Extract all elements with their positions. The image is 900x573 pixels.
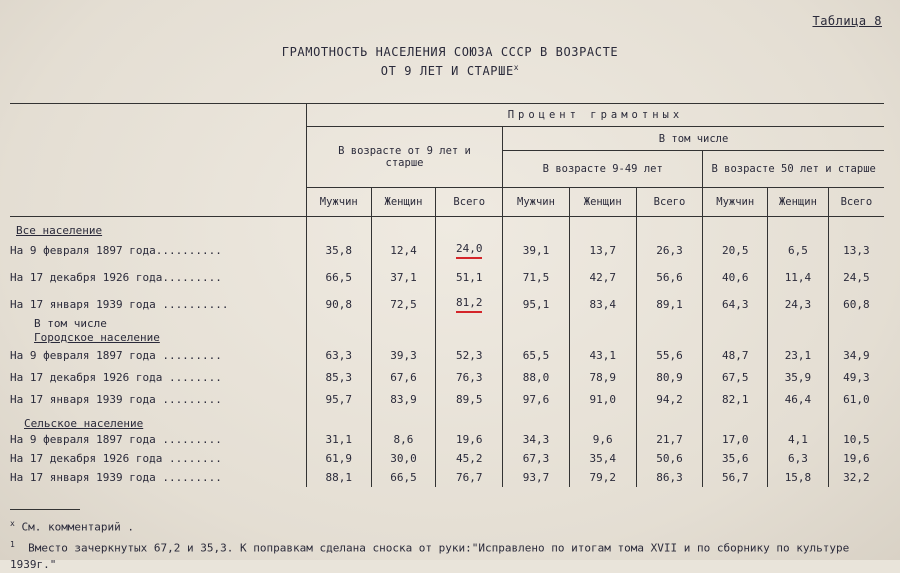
section-label: Сельское население [24, 417, 144, 430]
cell-text: 72,5 [390, 298, 417, 311]
cell-text: 61,0 [843, 392, 870, 406]
cell-value [703, 388, 768, 410]
cell-value [636, 291, 703, 318]
cell-text: 88,0 [522, 370, 550, 384]
cell-text: 45,2 [455, 452, 483, 465]
cell-text: 76,3 [455, 370, 483, 384]
spacer-cell [569, 217, 636, 238]
cell-value [436, 388, 503, 410]
cell-value [703, 366, 768, 388]
cell-value [436, 366, 503, 388]
cell-text: 79,2 [589, 471, 616, 484]
cell-text: 37,1 [390, 271, 417, 284]
cell-text: 89,5 [455, 392, 483, 406]
col-men-3: Мужчин [703, 188, 768, 217]
cell-text: 13,3 [843, 244, 870, 257]
cell-text: 91,0 [589, 392, 616, 406]
cell-text: 46,4 [784, 392, 812, 406]
cell-text: 52,3 [455, 348, 483, 362]
spacer-cell [306, 330, 371, 344]
cell-text: 30,0 [390, 452, 417, 465]
cell-value [503, 449, 570, 468]
table-row [10, 344, 884, 366]
table-number: Таблица 8 [812, 14, 882, 28]
cell-text: 35,9 [784, 370, 812, 384]
cell-value [371, 430, 436, 449]
spacer-cell [306, 318, 371, 330]
col-women-1: Женщин [371, 188, 436, 217]
cell-value [636, 468, 703, 487]
header-incl: В том числе [503, 127, 884, 151]
cell-text: 9,6 [592, 433, 613, 446]
section-header-row [10, 330, 884, 344]
spacer-cell [768, 318, 829, 330]
cell-text: 6,3 [788, 452, 808, 465]
cell-value [436, 449, 503, 468]
cell-value [569, 344, 636, 366]
spacer-cell [503, 410, 570, 430]
cell-text-highlighted: 81,2 [456, 296, 483, 313]
section-label: Городское население [34, 331, 160, 344]
cell-text: 31,1 [325, 433, 352, 446]
table-title [0, 44, 900, 79]
cell-text: 86,3 [656, 471, 683, 484]
cell-value [569, 366, 636, 388]
footnote-x: $^x$ См. комментарий . [10, 519, 135, 534]
cell-text: 76,7 [455, 471, 483, 484]
cell-text: 21,7 [656, 433, 683, 446]
cell-text: 35,6 [721, 452, 749, 465]
cell-text: 4,1 [788, 433, 808, 446]
spacer-cell [828, 330, 884, 344]
cell-text: 71,5 [522, 271, 550, 284]
cell-text: 26,3 [656, 244, 683, 257]
cell-text: 56,6 [656, 271, 683, 284]
spacer-cell [569, 330, 636, 344]
cell-value [306, 237, 371, 264]
cell-value [371, 388, 436, 410]
spacer-cell [828, 318, 884, 330]
header-blank [10, 104, 306, 217]
cell-text: 51,1 [455, 271, 483, 284]
cell-text: 39,1 [522, 244, 550, 257]
cell-text: 49,3 [843, 370, 870, 384]
cell-text: 24,3 [784, 298, 812, 311]
cell-value [636, 449, 703, 468]
footnotes [10, 515, 900, 573]
col-women-2: Женщин [569, 188, 636, 217]
cell-value [703, 291, 768, 318]
cell-text: 11,4 [784, 271, 812, 284]
cell-text: 67,5 [721, 370, 749, 384]
row-label: На 17 января 1939 года ......... [10, 471, 222, 484]
cell-value [569, 449, 636, 468]
col-total-1: Всего [436, 188, 503, 217]
spacer-cell [436, 410, 503, 430]
cell-text: 55,6 [656, 348, 683, 362]
cell-value [636, 264, 703, 291]
spacer-cell [503, 318, 570, 330]
cell-text: 66,5 [325, 271, 352, 284]
cell-value [828, 237, 884, 264]
section-label: Все население [16, 224, 103, 237]
cell-text: 17,0 [721, 433, 749, 446]
cell-text: 42,7 [589, 271, 616, 284]
cell-text: 48,7 [721, 348, 749, 362]
cell-text: 83,9 [390, 392, 417, 406]
spacer-cell [371, 318, 436, 330]
section-header-row [10, 217, 884, 238]
spacer-cell [436, 330, 503, 344]
section-pre-label: В том числе [34, 317, 107, 330]
spacer-cell [306, 410, 371, 430]
cell-text: 83,4 [589, 298, 616, 311]
cell-value [436, 344, 503, 366]
cell-value [636, 366, 703, 388]
title-line-1: ГРАМОТНОСТЬ НАСЕЛЕНИЯ СОЮЗА СССР В ВОЗРАСТЕ [281, 45, 619, 59]
row-label: На 9 февраля 1897 года ......... [10, 348, 222, 362]
section-label-cell [10, 217, 306, 238]
section-label-cell [10, 410, 306, 430]
header-percent-literate: Процент грамотных [306, 104, 884, 127]
cell-value [306, 449, 371, 468]
col-women-3: Женщин [768, 188, 829, 217]
table-row [10, 291, 884, 318]
section-label-cell [10, 330, 306, 344]
cell-text: 67,6 [390, 370, 417, 384]
cell-value [703, 430, 768, 449]
cell-value [436, 430, 503, 449]
cell-text: 43,1 [589, 348, 616, 362]
cell-text: 32,2 [843, 471, 870, 484]
cell-text: 39,3 [390, 348, 417, 362]
cell-value [828, 291, 884, 318]
cell-value [371, 468, 436, 487]
cell-value [569, 430, 636, 449]
col-total-2: Всего [636, 188, 703, 217]
row-label: На 17 января 1939 года ......... [10, 392, 222, 406]
spacer-cell [636, 318, 703, 330]
cell-text: 60,8 [843, 298, 870, 311]
cell-value [371, 344, 436, 366]
spacer-cell [828, 217, 884, 238]
cell-text: 85,3 [325, 370, 352, 384]
cell-text: 64,3 [721, 298, 749, 311]
cell-value [569, 264, 636, 291]
cell-value [371, 449, 436, 468]
cell-value [503, 430, 570, 449]
spacer-cell [503, 217, 570, 238]
row-label: На 9 февраля 1897 года.......... [10, 244, 222, 257]
literacy-table [10, 103, 884, 487]
section-pre-row [10, 318, 884, 330]
spacer-cell [636, 410, 703, 430]
footnote-rule [10, 509, 80, 510]
spacer-cell [371, 217, 436, 238]
spacer-cell [569, 410, 636, 430]
cell-value [436, 468, 503, 487]
table-row [10, 430, 884, 449]
cell-value [371, 237, 436, 264]
cell-text: 80,9 [656, 370, 683, 384]
cell-text: 6,5 [788, 244, 808, 257]
cell-text: 90,8 [325, 298, 352, 311]
cell-value [636, 237, 703, 264]
cell-text: 56,7 [721, 471, 749, 484]
cell-value [828, 366, 884, 388]
cell-text: 34,3 [522, 433, 550, 446]
cell-value [768, 449, 829, 468]
cell-text: 13,7 [589, 244, 616, 257]
spacer-cell [703, 318, 768, 330]
cell-value [306, 344, 371, 366]
spacer-cell [768, 410, 829, 430]
cell-value [503, 468, 570, 487]
cell-text: 97,6 [522, 392, 550, 406]
spacer-cell [503, 330, 570, 344]
cell-value [306, 430, 371, 449]
cell-text: 15,8 [784, 471, 812, 484]
cell-text: 35,8 [325, 244, 352, 257]
spacer-cell [703, 330, 768, 344]
cell-value [436, 291, 503, 318]
cell-text: 34,9 [843, 348, 870, 362]
cell-text: 19,6 [455, 433, 483, 446]
cell-value [371, 264, 436, 291]
table-row [10, 237, 884, 264]
cell-text: 67,3 [522, 452, 550, 465]
cell-value [306, 291, 371, 318]
header-age-9-49: В возрасте 9-49 лет [503, 151, 703, 188]
cell-text-highlighted: 24,0 [456, 242, 483, 259]
cell-value [436, 264, 503, 291]
cell-value [768, 264, 829, 291]
cell-value [636, 344, 703, 366]
cell-value [703, 449, 768, 468]
cell-value [828, 264, 884, 291]
cell-value [828, 430, 884, 449]
cell-value [569, 237, 636, 264]
cell-value [371, 366, 436, 388]
cell-value [828, 388, 884, 410]
cell-value [569, 291, 636, 318]
row-label: На 17 декабря 1926 года ........ [10, 370, 222, 384]
title-line-2: ОТ 9 ЛЕТ И СТАРШЕ$^x$ [380, 63, 520, 78]
table-row [10, 449, 884, 468]
cell-value [306, 388, 371, 410]
cell-text: 65,5 [522, 348, 550, 362]
cell-value [703, 264, 768, 291]
spacer-cell [371, 330, 436, 344]
spacer-cell [436, 217, 503, 238]
cell-value [636, 388, 703, 410]
cell-value [768, 344, 829, 366]
spacer-cell [436, 318, 503, 330]
footnote-mark-x: x [513, 63, 520, 72]
table-row [10, 468, 884, 487]
cell-value [768, 291, 829, 318]
cell-value [503, 237, 570, 264]
cell-value [306, 468, 371, 487]
cell-text: 89,1 [656, 298, 683, 311]
cell-text: 88,1 [325, 471, 352, 484]
cell-value [503, 388, 570, 410]
footnote-1: $^1$ Вместо зачеркнутых 67,2 и 35,3. К поправкам сделана сноска от руки:"Исправлено по итогам тома XVII и по сборнику по культуре 1939г." [10, 539, 850, 572]
cell-text: 8,6 [393, 433, 414, 446]
col-total-3: Всего [828, 188, 884, 217]
cell-value [768, 237, 829, 264]
cell-value [503, 366, 570, 388]
spacer-cell [636, 330, 703, 344]
cell-value [306, 366, 371, 388]
cell-text: 23,1 [784, 348, 812, 362]
cell-text: 93,7 [522, 471, 550, 484]
cell-value [636, 430, 703, 449]
spacer-cell [828, 410, 884, 430]
cell-value [768, 430, 829, 449]
cell-text: 35,4 [589, 452, 616, 465]
cell-text: 40,6 [721, 271, 749, 284]
cell-text: 95,1 [522, 298, 550, 311]
cell-text: 94,2 [656, 392, 683, 406]
table-row [10, 388, 884, 410]
row-label: На 17 декабря 1926 года ........ [10, 452, 222, 465]
cell-value [703, 344, 768, 366]
cell-text: 78,9 [589, 370, 616, 384]
spacer-cell [768, 217, 829, 238]
cell-text: 63,3 [325, 348, 352, 362]
cell-text: 66,5 [390, 471, 417, 484]
cell-text: 95,7 [325, 392, 352, 406]
cell-value [569, 468, 636, 487]
cell-value [768, 468, 829, 487]
spacer-cell [306, 217, 371, 238]
cell-text: 19,6 [843, 452, 870, 465]
spacer-cell [569, 318, 636, 330]
table-row [10, 264, 884, 291]
cell-value [503, 291, 570, 318]
section-header-row [10, 410, 884, 430]
spacer-cell [768, 330, 829, 344]
header-age-9-plus: В возрасте от 9 лет и старше [306, 127, 502, 188]
cell-text: 20,5 [721, 244, 749, 257]
row-label: На 17 декабря 1926 года......... [10, 271, 222, 284]
col-men-1: Мужчин [306, 188, 371, 217]
table-row [10, 366, 884, 388]
spacer-cell [371, 410, 436, 430]
cell-value [828, 468, 884, 487]
row-label: На 17 января 1939 года .......... [10, 298, 229, 311]
cell-text: 61,9 [325, 452, 352, 465]
cell-text: 10,5 [843, 433, 870, 446]
cell-value [503, 344, 570, 366]
cell-value [703, 237, 768, 264]
row-label: На 9 февраля 1897 года ......... [10, 433, 222, 446]
cell-text: 12,4 [390, 244, 417, 257]
spacer-cell [636, 217, 703, 238]
cell-value [828, 449, 884, 468]
cell-text: 24,5 [843, 271, 870, 284]
col-men-2: Мужчин [503, 188, 570, 217]
spacer-cell [703, 410, 768, 430]
cell-value [703, 468, 768, 487]
cell-value [371, 291, 436, 318]
cell-text: 50,6 [656, 452, 683, 465]
cell-value [306, 264, 371, 291]
cell-value [768, 388, 829, 410]
cell-value [569, 388, 636, 410]
cell-value [768, 366, 829, 388]
cell-value [436, 237, 503, 264]
cell-value [828, 344, 884, 366]
cell-text: 82,1 [721, 392, 749, 406]
header-age-50-plus: В возрасте 50 лет и старше [703, 151, 884, 188]
cell-value [503, 264, 570, 291]
spacer-cell [703, 217, 768, 238]
